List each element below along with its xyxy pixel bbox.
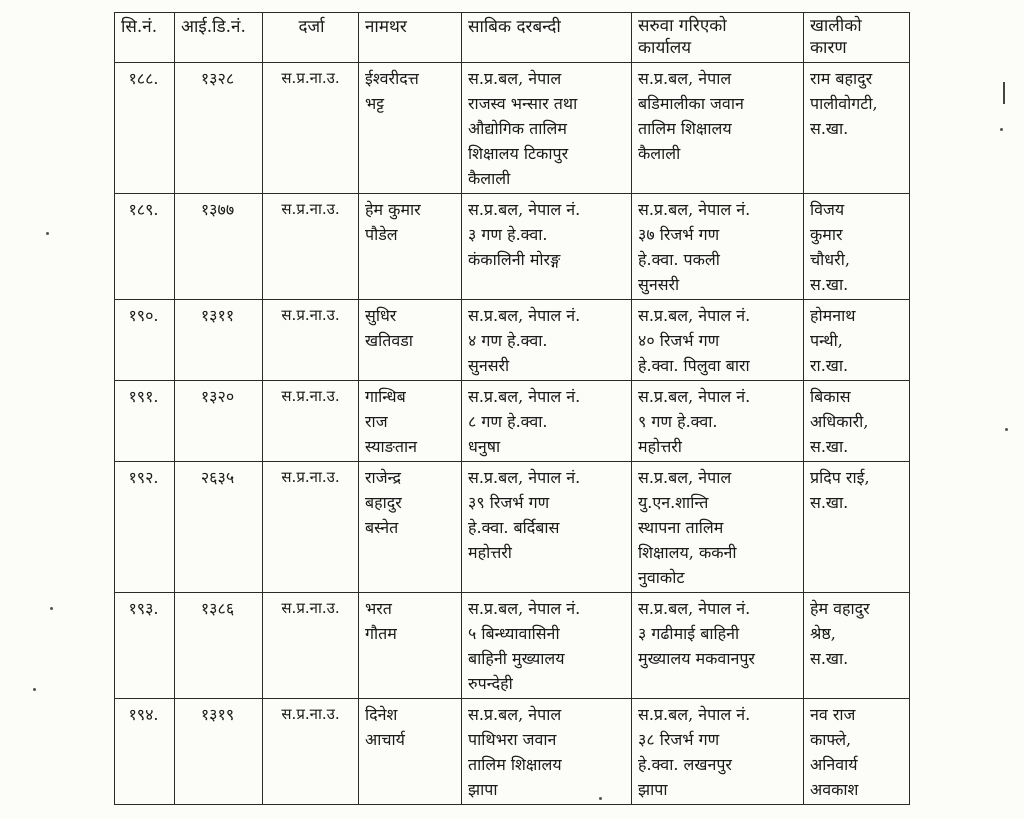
scan-speck [33,688,36,691]
cell-id: २६३५ [175,462,263,593]
transfer-table [114,12,910,805]
cell-serial: १८८. [115,63,175,194]
cell-vacancy-reason: नव राज काफ्ले, अनिवार्य अवकाश [804,699,910,805]
cell-vacancy-reason: बिकास अधिकारी, स.खा. [804,381,910,462]
cell-id: १३२० [175,381,263,462]
cell-transferred-office: स.प्र.बल, नेपाल नं. ३ गढीमाई बाहिनी मुख्यालय मकवानपुर [632,593,804,699]
cell-transferred-office: स.प्र.बल, नेपाल नं. ३८ रिजर्भ गण हे.क्वा. लखनपुर झापा [632,699,804,805]
header-rank: दर्जा [263,13,359,63]
cell-rank: स.प्र.ना.उ. [263,300,359,381]
cell-rank: स.प्र.ना.उ. [263,462,359,593]
cell-name: हेम कुमार पौडेल [359,194,462,300]
cell-rank: स.प्र.ना.उ. [263,593,359,699]
cell-serial: १९४. [115,699,175,805]
cell-serial: १९१. [115,381,175,462]
cell-vacancy-reason: राम बहादुर पालीवोगटी, स.खा. [804,63,910,194]
cell-previous-post: स.प्र.बल, नेपाल राजस्व भन्सार तथा औद्योगिक तालिम शिक्षालय टिकापुर कैलाली [462,63,632,194]
header-transferred-office: सरुवा गरिएको कार्यालय [632,13,804,63]
table-row [115,381,910,462]
cell-transferred-office: स.प्र.बल, नेपाल नं. ४० रिजर्भ गण हे.क्वा. पिलुवा बारा [632,300,804,381]
cell-name: भरत गौतम [359,593,462,699]
cell-vacancy-reason: होमनाथ पन्थी, रा.खा. [804,300,910,381]
table-row [115,699,910,805]
cell-id: १३१९ [175,699,263,805]
cell-transferred-office: स.प्र.बल, नेपाल नं. ३७ रिजर्भ गण हे.क्वा. पकली सुनसरी [632,194,804,300]
cell-id: १३११ [175,300,263,381]
cell-previous-post: स.प्र.बल, नेपाल नं. ४ गण हे.क्वा. सुनसरी [462,300,632,381]
cell-transferred-office: स.प्र.बल, नेपाल यु.एन.शान्ति स्थापना तालिम शिक्षालय, ककनी नुवाकोट [632,462,804,593]
scan-speck [46,232,49,235]
scan-speck [50,607,53,610]
cell-name: दिनेश आचार्य [359,699,462,805]
cell-vacancy-reason: हेम वहादुर श्रेष्ठ, स.खा. [804,593,910,699]
table-row [115,462,910,593]
cell-name: राजेन्द्र बहादुर बस्नेत [359,462,462,593]
cell-previous-post: स.प्र.बल, नेपाल नं. ३९ रिजर्भ गण हे.क्वा. बर्दिबास महोत्तरी [462,462,632,593]
scan-speck [1005,428,1008,431]
table-row [115,194,910,300]
cell-serial: १९२. [115,462,175,593]
cell-transferred-office: स.प्र.बल, नेपाल बडिमालीका जवान तालिम शिक्षालय कैलाली [632,63,804,194]
cell-serial: १८९. [115,194,175,300]
cell-vacancy-reason: प्रदिप राई, स.खा. [804,462,910,593]
cell-previous-post: स.प्र.बल, नेपाल नं. ८ गण हे.क्वा. धनुषा [462,381,632,462]
margin-mark [1003,82,1005,104]
table-header-row [115,13,910,63]
header-vacancy-reason: खालीको कारण [804,13,910,63]
cell-id: १३२८ [175,63,263,194]
table-row [115,63,910,194]
cell-name: ईश्वरीदत्त भट्ट [359,63,462,194]
cell-vacancy-reason: विजय कुमार चौधरी, स.खा. [804,194,910,300]
cell-id: १३८६ [175,593,263,699]
header-previous-post: साबिक दरबन्दी [462,13,632,63]
cell-previous-post: स.प्र.बल, नेपाल पाथिभरा जवान तालिम शिक्षालय झापा [462,699,632,805]
header-serial: सि.नं. [115,13,175,63]
cell-name: सुधिर खतिवडा [359,300,462,381]
scan-speck [1000,128,1003,131]
header-id: आई.डि.नं. [175,13,263,63]
cell-previous-post: स.प्र.बल, नेपाल नं. ५ बिन्ध्यावासिनी बाहिनी मुख्यालय रुपन्देही [462,593,632,699]
cell-rank: स.प्र.ना.उ. [263,194,359,300]
cell-rank: स.प्र.ना.उ. [263,63,359,194]
cell-name: गान्धिब राज स्याङतान [359,381,462,462]
cell-serial: १९०. [115,300,175,381]
cell-rank: स.प्र.ना.उ. [263,699,359,805]
cell-serial: १९३. [115,593,175,699]
table-row [115,300,910,381]
table-row [115,593,910,699]
cell-previous-post: स.प्र.बल, नेपाल नं. ३ गण हे.क्वा. कंकालिनी मोरङ्ग [462,194,632,300]
cell-transferred-office: स.प्र.बल, नेपाल नं. ९ गण हे.क्वा. महोत्तरी [632,381,804,462]
header-name: नामथर [359,13,462,63]
cell-rank: स.प्र.ना.उ. [263,381,359,462]
cell-id: १३७७ [175,194,263,300]
scan-speck [599,797,602,800]
